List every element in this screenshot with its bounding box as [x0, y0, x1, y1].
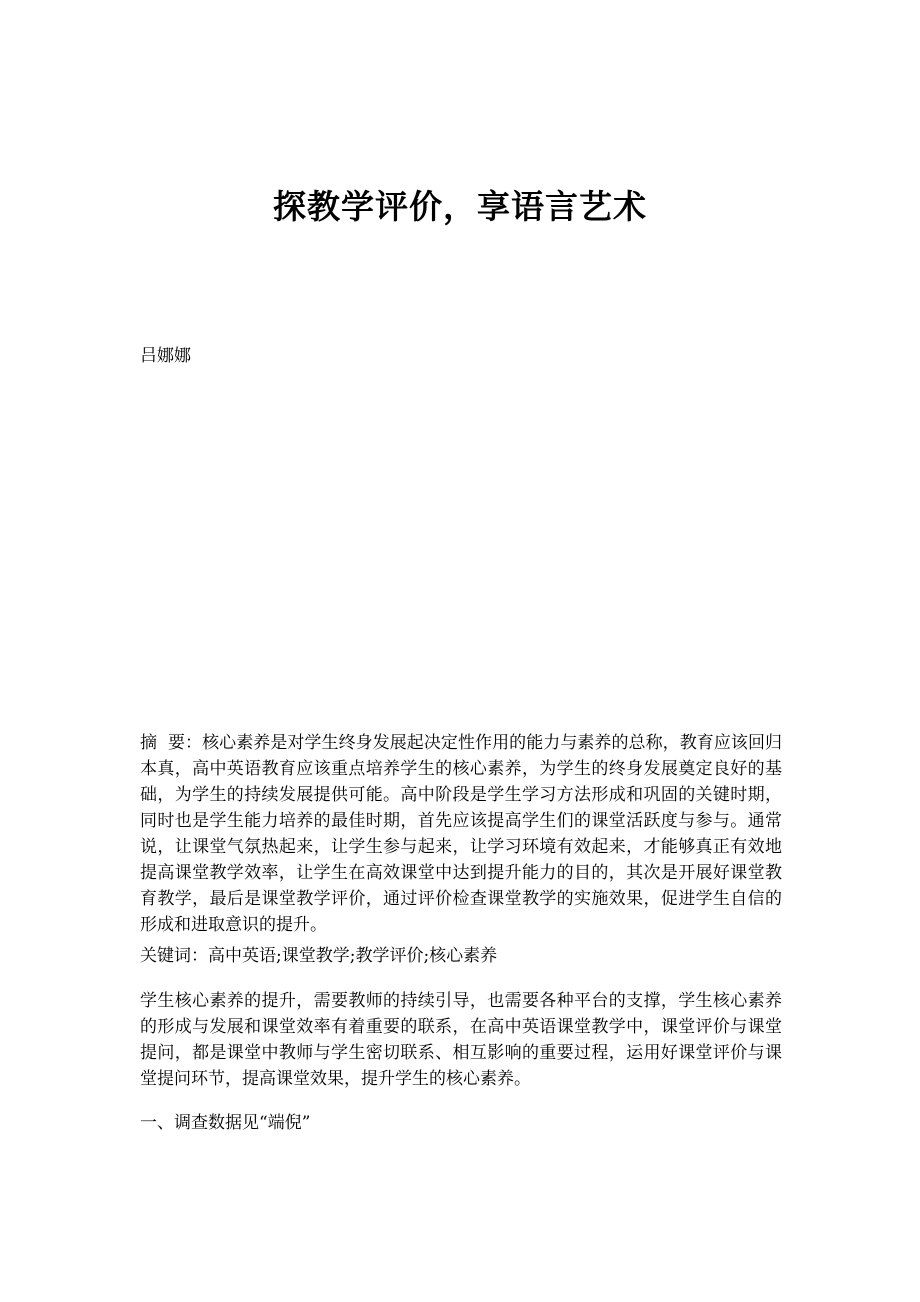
keywords-paragraph	[140, 943, 782, 969]
abstract-label: 摘 要：	[140, 733, 203, 753]
intro-paragraph: 学生核心素养的提升，需要教师的持续引导，也需要各种平台的支撑，学生核心素养的形成与发展和课堂效率有着重要的联系，在高中英语课堂教学中，课堂评价与课堂提问，都是课堂中教师与学生密切联系、相互影响的重要过程，运用好课堂评价与课堂提问环节，提高课堂效果，提升学生的核心素养。	[140, 991, 782, 1089]
abstract-text: 核心素养是对学生终身发展起决定性作用的能力与素养的总称，教育应该回归本真，高中英语教育应该重点培养学生的核心素养，为学生的终身发展奠定良好的基础，为学生的持续发展提供可能。高中阶段是学生学习方法形成和巩固的关键时期，同时也是学生能力培养的最佳时期，首先应该提高学生们的课堂活跃度与参与。通常说，让课堂气氛热起来，让学生参与起来，让学习环境有效起来，才能够真正有效地提高课堂教学效率，让学生在高效课堂中达到提升能力的目的，其次是开展好课堂教育教学，最后是课堂教学评价，通过评价检查课堂教学的实施效果，促进学生自信的形成和进取意识的提升。	[140, 733, 783, 935]
keywords-label: 关键词：	[140, 946, 208, 966]
document-title: 探教学评价，享语言艺术	[273, 187, 647, 226]
keywords-text: 高中英语;课堂教学;教学评价;核心素养	[208, 946, 498, 966]
author-name: 吕娜娜	[140, 346, 191, 366]
abstract-paragraph	[140, 730, 782, 938]
section-heading: 一、调查数据见“端倪”	[140, 1113, 311, 1133]
